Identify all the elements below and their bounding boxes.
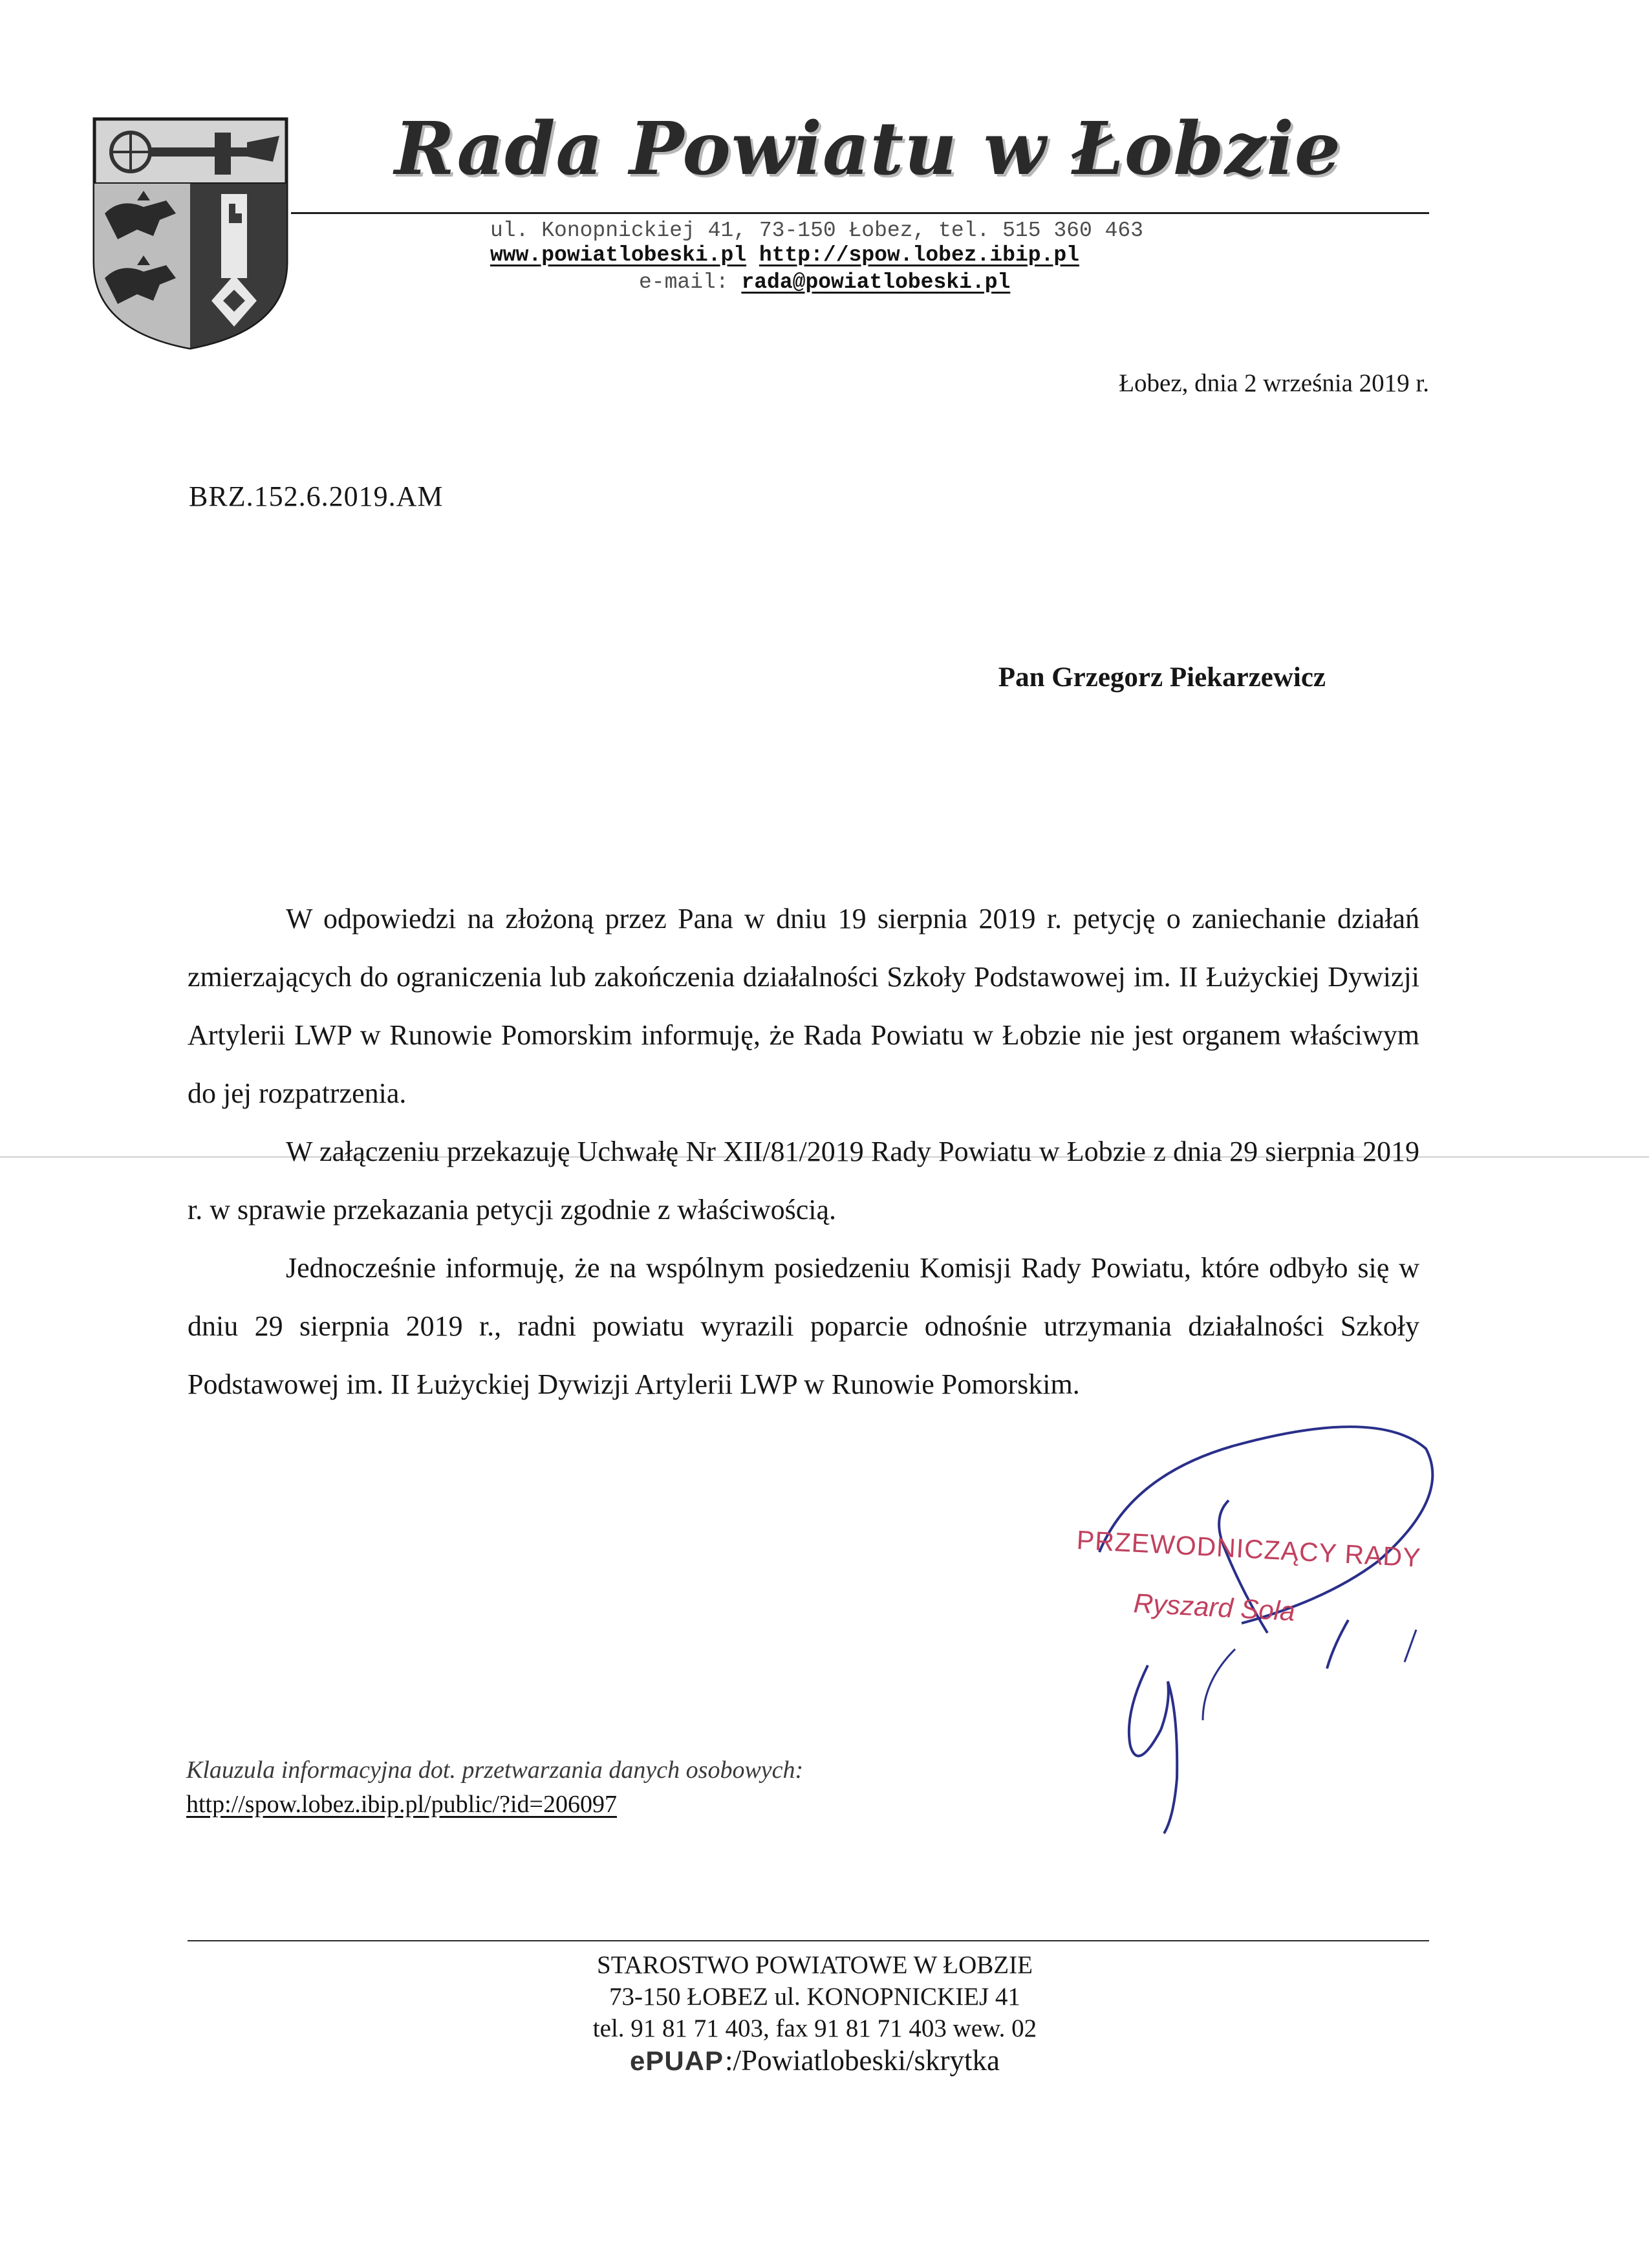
bip-link[interactable]: http://spow.lobez.ibip.pl xyxy=(759,243,1079,267)
email-label: e-mail: xyxy=(639,270,729,294)
letter-body xyxy=(188,890,1419,1414)
email-line xyxy=(639,270,1010,294)
epuap-logo-icon: ePUAP xyxy=(629,2046,724,2076)
website-link[interactable]: www.powiatlobeski.pl xyxy=(490,243,747,267)
recipient-name: Pan Grzegorz Piekarzewicz xyxy=(998,662,1326,693)
epuap-address: :/Powiatlobeski/skrytka xyxy=(725,2044,1000,2077)
privacy-clause-link[interactable]: http://spow.lobez.ibip.pl/public/?id=206097 xyxy=(186,1791,617,1818)
email-link[interactable]: rada@powiatlobeski.pl xyxy=(741,270,1011,294)
privacy-clause: Klauzula informacyjna dot. przetwarzania danych osobowych: xyxy=(186,1756,804,1784)
body-paragraph: W załączeniu przekazuję Uchwałę Nr XII/81/2019 Rady Powiatu w Łobzie z dnia 29 sierpnia 2019 r. w sprawie przekazania petycji zgodnie z właściwością. xyxy=(188,1136,1419,1226)
letter-date: Łobez, dnia 2 września 2019 r. xyxy=(1119,369,1429,397)
stamp-title: PRZEWODNICZĄCY RADY xyxy=(1075,1525,1422,1573)
body-paragraph: Jednocześnie informuję, że na wspólnym posiedzeniu Komisji Rady Powiatu, które odbyło się w dniu 29 sierpnia 2019 r., radni powiatu wyrazili poparcie odnośnie utrzymania działalności Szkoły Podstawowej im. II Łużyckiej Dywizji Artylerii LWP w Runowie Pomorskim. xyxy=(188,1252,1419,1400)
coat-of-arms-icon xyxy=(92,116,289,351)
header-divider xyxy=(291,212,1429,214)
stamp-name: Ryszard Sola xyxy=(1132,1588,1296,1627)
footer-phone: tel. 91 81 71 403, fax 91 81 71 403 wew. 02 xyxy=(592,2014,1037,2042)
footer-divider xyxy=(188,1940,1429,1941)
body-paragraph: W odpowiedzi na złożoną przez Pana w dniu 19 sierpnia 2019 r. petycję o zaniechanie działań zmierzających do ograniczenia lub zakończenia działalności Szkoły Podstawowej im. II Łużyckiej Dywizji Artylerii LWP w Runowie Pomorskim informuję, że Rada Powiatu w Łobzie nie jest organem właściwym do jej rozpatrzenia. xyxy=(188,903,1419,1109)
reference-number: BRZ.152.6.2019.AM xyxy=(189,481,444,512)
website-line xyxy=(490,243,1079,267)
footer-address: 73-150 ŁOBEZ ul. KONOPNICKIEJ 41 xyxy=(609,1983,1020,2011)
footer-epuap xyxy=(388,2044,1242,2077)
footer-office-name: STAROSTWO POWIATOWE W ŁOBZIE xyxy=(597,1951,1033,1979)
council-title: Rada Powiatu w Łobzie xyxy=(394,107,1342,191)
council-address: ul. Konopnickiej 41, 73-150 Łobez, tel. 515 360 463 xyxy=(490,219,1143,243)
